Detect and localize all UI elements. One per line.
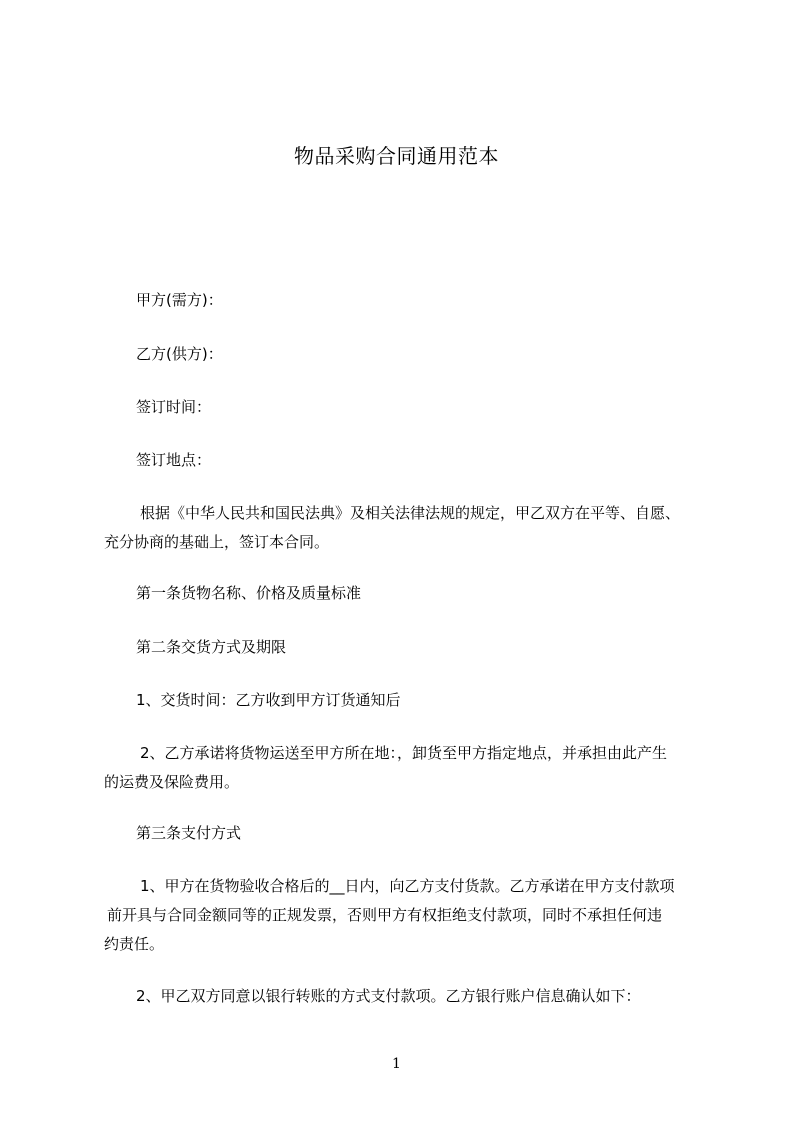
article-1-heading <box>104 579 704 608</box>
article-1-text: 第一条货物名称、价格及质量标准 <box>136 584 362 602</box>
sign-time-label: 签订时间： <box>136 398 212 416</box>
document-title: 物品采购合同通用范本 <box>294 144 499 168</box>
article-2-item-1 <box>104 686 704 715</box>
article-2-item-2 <box>104 739 704 797</box>
sign-place-field <box>104 446 704 475</box>
preamble-line: 根据《中华人民共和国民法典》及相关法律法规的规定，甲乙双方在平等、自愿、 <box>140 504 681 522</box>
article-3-heading <box>104 819 704 848</box>
article-3-item-1-line: 约责任。 <box>104 935 165 953</box>
article-3-item-1-line: 1、甲方在货物验收合格后的__日内，向乙方支付货款。乙方承诺在甲方支付款项 <box>140 877 675 895</box>
article-2-item-2-line: 的运费及保险费用。 <box>104 773 240 791</box>
article-3-item-1 <box>104 872 704 959</box>
page-number: 1 <box>392 1056 401 1072</box>
party-b-label: 乙方(供方)： <box>136 345 223 363</box>
sign-time-field <box>104 393 704 422</box>
article-3-item-2-text: 2、甲乙双方同意以银行转账的方式支付款项。乙方银行账户信息确认如下： <box>136 987 641 1005</box>
article-2-item-1-text: 1、交货时间：乙方收到甲方订货通知后 <box>136 691 401 709</box>
article-3-item-2 <box>104 982 704 1011</box>
article-3-item-1-line: 前开具与合同金额同等的正规发票，否则甲方有权拒绝支付款项，同时不承担任何违 <box>107 906 663 924</box>
party-b-field <box>104 340 704 369</box>
sign-place-label: 签订地点： <box>136 451 212 469</box>
article-2-item-2-line: 2、乙方承诺将货物运送至甲方所在地：，卸货至甲方指定地点，并承担由此产生 <box>140 744 668 762</box>
preamble-paragraph <box>104 499 704 557</box>
party-a-label: 甲方(需方)： <box>136 291 223 309</box>
preamble-line: 充分协商的基础上，签订本合同。 <box>104 533 330 551</box>
party-a-field <box>104 286 704 315</box>
article-2-heading <box>104 633 704 662</box>
article-3-text: 第三条支付方式 <box>136 824 242 842</box>
article-2-text: 第二条交货方式及期限 <box>136 638 287 656</box>
